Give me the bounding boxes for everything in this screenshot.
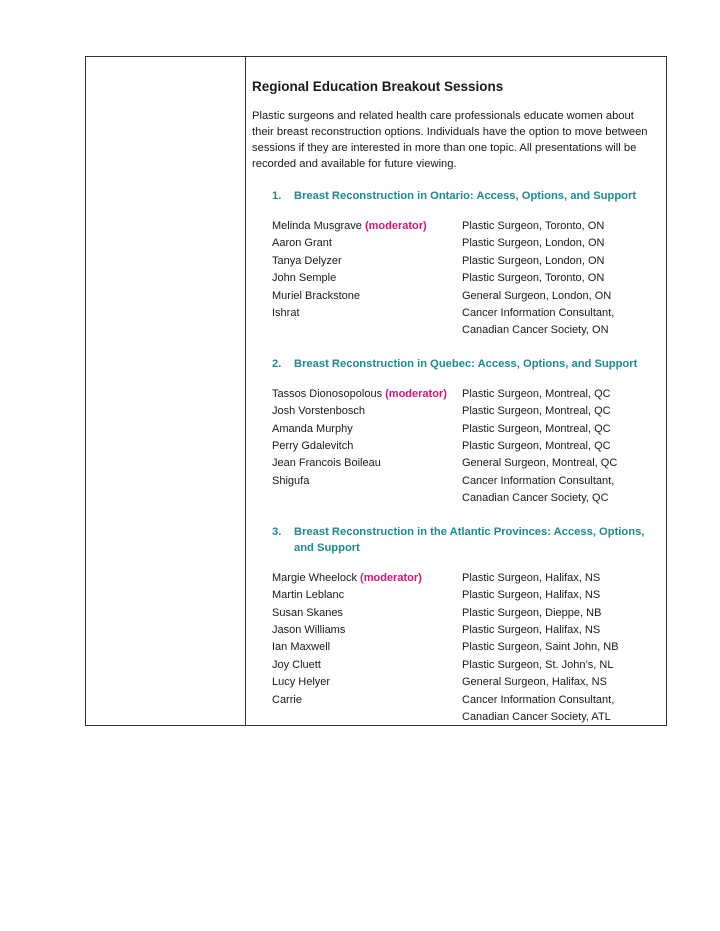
person-role: Cancer Information Consultant, — [462, 307, 615, 320]
list-item — [272, 403, 652, 420]
session-people-quebec — [272, 386, 652, 508]
person-role: Plastic Surgeon, Toronto, ON — [462, 272, 605, 285]
session-number: 1. — [272, 190, 282, 202]
empty-left-cell — [86, 57, 246, 725]
person-role: Plastic Surgeon, Halifax, NS — [462, 571, 601, 584]
person-role: Plastic Surgeon, Montreal, QC — [462, 422, 611, 435]
person-name: Tanya Delyzer — [272, 254, 342, 267]
person-name: Margie Wheelock — [272, 571, 357, 584]
person-name: Joy Cluett — [272, 658, 321, 671]
person-name: Tassos Dionosopolous — [272, 387, 383, 400]
session-heading-quebec — [252, 356, 652, 372]
person-role: Plastic Surgeon, Montreal, QC — [462, 440, 611, 453]
session-heading-atlantic — [252, 524, 652, 556]
list-item — [272, 639, 652, 656]
list-item — [272, 587, 652, 604]
person-role: Plastic Surgeon, Dieppe, NB — [462, 606, 602, 619]
moderator-tag: (moderator) — [360, 571, 422, 584]
list-item — [272, 692, 652, 709]
moderator-tag: (moderator) — [364, 220, 427, 232]
list-item — [272, 674, 652, 691]
person-name: Carrie — [272, 693, 302, 706]
list-item-continuation — [272, 709, 652, 726]
person-name: Susan Skanes — [272, 606, 343, 619]
person-role: Plastic Surgeon, Toronto, ON — [462, 220, 605, 232]
list-item-continuation — [272, 322, 652, 339]
person-name: Muriel Brackstone — [272, 289, 361, 302]
session-number: 2. — [272, 357, 282, 370]
person-role: Plastic Surgeon, London, ON — [462, 237, 605, 250]
person-name: Jean Francois Boileau — [272, 457, 381, 470]
list-item — [272, 288, 652, 305]
content-cell — [246, 57, 666, 725]
document-table — [85, 56, 667, 726]
list-item — [272, 605, 652, 622]
person-role: Cancer Information Consultant, — [462, 693, 615, 706]
person-role: Plastic Surgeon, Montreal, QC — [462, 387, 611, 400]
person-role: Plastic Surgeon, Halifax, NS — [462, 589, 601, 602]
person-name: Ian Maxwell — [272, 641, 331, 654]
person-name: Shigufa — [272, 474, 310, 487]
person-role: General Surgeon, London, ON — [462, 289, 612, 302]
session-title: Breast Reconstruction in Ontario: Access, Options, and Support — [294, 190, 637, 202]
list-item — [272, 622, 652, 639]
list-item — [272, 473, 652, 490]
person-role: Plastic Surgeon, London, ON — [462, 254, 605, 267]
list-item-continuation — [272, 490, 652, 507]
person-name: Aaron Grant — [272, 237, 332, 250]
person-role-line2: Canadian Cancer Society, ON — [462, 324, 609, 337]
session-people-atlantic — [272, 570, 652, 727]
person-name: Martin Leblanc — [272, 589, 345, 602]
person-name: Josh Vorstenbosch — [272, 405, 365, 418]
person-name: Lucy Helyer — [272, 676, 331, 689]
list-item — [272, 657, 652, 674]
list-item — [272, 570, 652, 587]
session-heading-ontario — [252, 188, 652, 204]
list-item — [272, 235, 652, 252]
list-item — [272, 270, 652, 287]
list-item — [272, 421, 652, 438]
person-role: Plastic Surgeon, Saint John, NB — [462, 641, 619, 654]
person-role: General Surgeon, Montreal, QC — [462, 457, 618, 470]
person-role: Plastic Surgeon, Montreal, QC — [462, 405, 611, 418]
person-role: General Surgeon, Halifax, NS — [462, 676, 607, 689]
document-title: Regional Education Breakout Sessions — [252, 79, 504, 94]
person-name: John Semple — [272, 272, 337, 285]
list-item — [272, 253, 652, 270]
moderator-tag: (moderator) — [385, 387, 447, 400]
list-item — [272, 455, 652, 472]
list-item — [272, 218, 652, 235]
person-name: Amanda Murphy — [272, 422, 353, 435]
person-role: Cancer Information Consultant, — [462, 474, 615, 487]
list-item — [272, 438, 652, 455]
person-name: Jason Williams — [272, 623, 346, 636]
session-people-ontario — [272, 218, 652, 340]
person-name: Ishrat — [272, 307, 300, 320]
person-role: Plastic Surgeon, Halifax, NS — [462, 623, 601, 636]
intro-paragraph: Plastic surgeons and related health care professionals educate women about their breast reconstruction options. Individuals have the option to move between sessions if they are interested in more than one topic. All presentations will be recorded and available for future viewing. — [252, 110, 648, 170]
session-number: 3. — [272, 525, 282, 538]
list-item — [272, 305, 652, 322]
person-role: Plastic Surgeon, St. John’s, NL — [462, 658, 614, 671]
person-name: Melinda Musgrave — [272, 220, 362, 232]
session-title: Breast Reconstruction in the Atlantic Provinces: Access, Options, and Support — [294, 525, 645, 554]
person-role-line2: Canadian Cancer Society, QC — [462, 492, 609, 505]
person-name: Perry Gdalevitch — [272, 440, 354, 453]
session-title: Breast Reconstruction in Quebec: Access, Options, and Support — [294, 357, 638, 370]
person-role-line2: Canadian Cancer Society, ATL — [462, 710, 611, 723]
list-item — [272, 386, 652, 403]
